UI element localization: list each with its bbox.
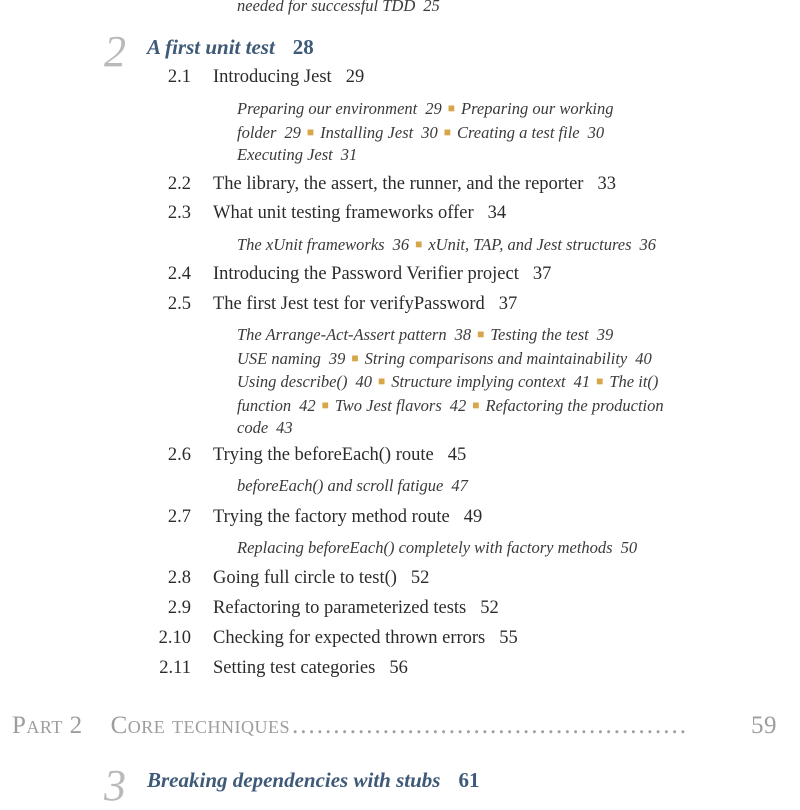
subsection-line	[237, 121, 614, 145]
toc-section-2-11[interactable]	[131, 658, 408, 679]
section-page: 56	[389, 658, 408, 678]
subsection-page: 43	[276, 418, 293, 437]
section-title: Trying the factory method route	[213, 507, 450, 527]
bullet-separator: ■	[415, 237, 423, 251]
bullet-separator: ■	[306, 124, 315, 139]
section-number: 2.1	[167, 67, 191, 87]
bullet-separator: ■	[321, 397, 329, 412]
subsection-title-part: Preparing our working	[461, 99, 614, 118]
subsection-page: 36	[639, 235, 657, 254]
toc-section-2-3[interactable]	[131, 203, 506, 224]
subsection-title: xUnit, TAP, and Jest structures	[428, 235, 632, 254]
section-number: 2.11	[159, 658, 191, 678]
subsection-line	[237, 537, 637, 560]
section-title: Going full circle to test()	[213, 568, 397, 588]
section-page: 49	[463, 507, 483, 527]
subsection-title: String comparisons and maintainability	[364, 348, 628, 368]
section-number: 2.9	[167, 598, 191, 618]
toc-subsection-block	[237, 233, 656, 257]
subsection-page: 50	[620, 538, 638, 557]
subsection-title: The xUnit frameworks	[237, 235, 385, 254]
subsection-page: 29	[284, 122, 301, 142]
section-page: 52	[410, 568, 430, 588]
subsection-title: Executing Jest	[237, 145, 333, 164]
toc-section-2-8[interactable]	[131, 568, 429, 589]
subsection-line	[237, 233, 656, 257]
section-title: Refactoring to parameterized tests	[213, 598, 467, 618]
chapter-page: 28	[292, 35, 314, 59]
section-number: 2.3	[167, 203, 191, 223]
section-page: 29	[345, 67, 365, 87]
subsection-page: 36	[392, 235, 410, 254]
toc-entry-page: 25	[423, 0, 440, 15]
subsection-page: 47	[451, 476, 468, 495]
subsection-page: 42	[299, 395, 316, 415]
toc-section-2-10[interactable]	[131, 628, 518, 649]
subsection-title: Preparing our environment	[237, 99, 418, 118]
subsection-line	[237, 394, 664, 418]
section-title: The library, the assert, the runner, and the reporter	[213, 174, 584, 194]
part-label: Part 2	[12, 712, 83, 739]
subsection-line	[237, 347, 664, 371]
subsection-line	[237, 144, 614, 167]
section-page: 37	[498, 294, 518, 314]
subsection-title-part: function	[237, 395, 292, 415]
bullet-separator: ■	[447, 101, 456, 115]
chapter-title: A first unit test	[147, 35, 275, 59]
bullet-separator: ■	[472, 397, 480, 412]
subsection-line	[237, 475, 468, 498]
section-page: 33	[597, 174, 616, 194]
section-number: 2.6	[167, 445, 191, 465]
bullet-separator: ■	[443, 124, 451, 139]
toc-subsection-block	[237, 475, 468, 498]
bullet-separator: ■	[351, 350, 359, 365]
subsection-title: beforeEach() and scroll fatigue	[237, 476, 444, 495]
toc-section-2-7[interactable]	[131, 507, 482, 528]
subsection-line	[237, 417, 664, 440]
subsection-title: Two Jest flavors	[334, 395, 442, 415]
section-title: Checking for expected thrown errors	[213, 628, 486, 648]
bullet-separator: ■	[477, 327, 485, 341]
toc-section-2-9[interactable]	[131, 598, 499, 619]
subsection-page: 30	[421, 122, 438, 142]
subsection-title: Structure implying context	[391, 372, 566, 391]
chapter-page: 61	[458, 768, 480, 792]
section-title: What unit testing frameworks offer	[213, 203, 474, 223]
subsection-page: 29	[425, 99, 442, 118]
section-page: 34	[487, 203, 507, 223]
toc-section-2-6[interactable]	[131, 445, 466, 466]
toc-subsection-block	[237, 537, 637, 560]
chapter-heading[interactable]	[147, 35, 314, 60]
section-page: 45	[447, 445, 467, 465]
section-number: 2.4	[167, 264, 191, 284]
part-page: 59	[751, 712, 777, 739]
toc-subsection-block	[237, 323, 664, 440]
subsection-page: 41	[573, 372, 591, 391]
section-page: 55	[499, 628, 518, 648]
toc-section-2-1[interactable]	[131, 67, 364, 88]
bullet-separator: ■	[596, 374, 604, 388]
toc-subsection-block	[237, 97, 614, 167]
subsection-title: Installing Jest	[320, 122, 414, 142]
section-number: 2.10	[158, 628, 191, 648]
section-title: Trying the beforeEach() route	[213, 445, 434, 465]
toc-entry-title: needed for successful TDD	[237, 0, 416, 15]
subsection-page: 39	[596, 325, 614, 344]
subsection-page: 40	[635, 348, 652, 368]
subsection-title: The Arrange-Act-Assert pattern	[237, 325, 447, 344]
subsection-page: 40	[355, 372, 372, 391]
subsection-page: 31	[340, 145, 358, 164]
chapter-heading[interactable]	[147, 768, 479, 793]
subsection-page: 30	[587, 122, 605, 142]
subsection-line	[237, 323, 664, 347]
toc-section-2-4[interactable]	[131, 264, 551, 285]
subsection-page: 42	[449, 395, 467, 415]
section-number: 2.7	[167, 507, 191, 527]
subsection-title: Using describe()	[237, 372, 348, 391]
section-title: Introducing the Password Verifier project	[213, 264, 519, 284]
toc-section-2-5[interactable]	[131, 294, 517, 315]
subsection-title: USE naming	[237, 348, 321, 368]
part-heading[interactable]	[12, 712, 777, 740]
part-title: Core techniques	[110, 712, 290, 739]
section-page: 37	[532, 264, 552, 284]
chapter-number: 3	[104, 761, 126, 810]
subsection-page: 38	[454, 325, 472, 344]
subsection-title: Creating a test file	[456, 122, 580, 142]
subsection-title-part: Refactoring the production	[485, 395, 664, 415]
toc-subsection-line	[237, 0, 440, 16]
subsection-title-part: folder	[237, 122, 277, 142]
subsection-title-part: The it()	[609, 372, 659, 391]
section-number: 2.2	[167, 174, 191, 194]
section-number: 2.8	[167, 568, 191, 588]
toc-section-2-2[interactable]	[131, 174, 616, 195]
subsection-line	[237, 370, 664, 394]
section-page: 52	[480, 598, 499, 618]
subsection-title: Testing the test	[490, 325, 589, 344]
section-number: 2.5	[167, 294, 191, 314]
subsection-line	[237, 97, 614, 121]
section-title: Setting test categories	[213, 658, 376, 678]
section-title: The first Jest test for verifyPassword	[213, 294, 485, 314]
subsection-title: Replacing beforeEach() completely with factory methods	[237, 538, 613, 557]
bullet-separator: ■	[377, 374, 386, 388]
chapter-title: Breaking dependencies with stubs	[147, 768, 441, 792]
section-title: Introducing Jest	[213, 67, 332, 87]
chapter-number: 2	[104, 27, 126, 76]
subsection-title-part: code	[237, 418, 269, 437]
dot-leader: ................................................	[292, 712, 688, 739]
subsection-page: 39	[328, 348, 346, 368]
